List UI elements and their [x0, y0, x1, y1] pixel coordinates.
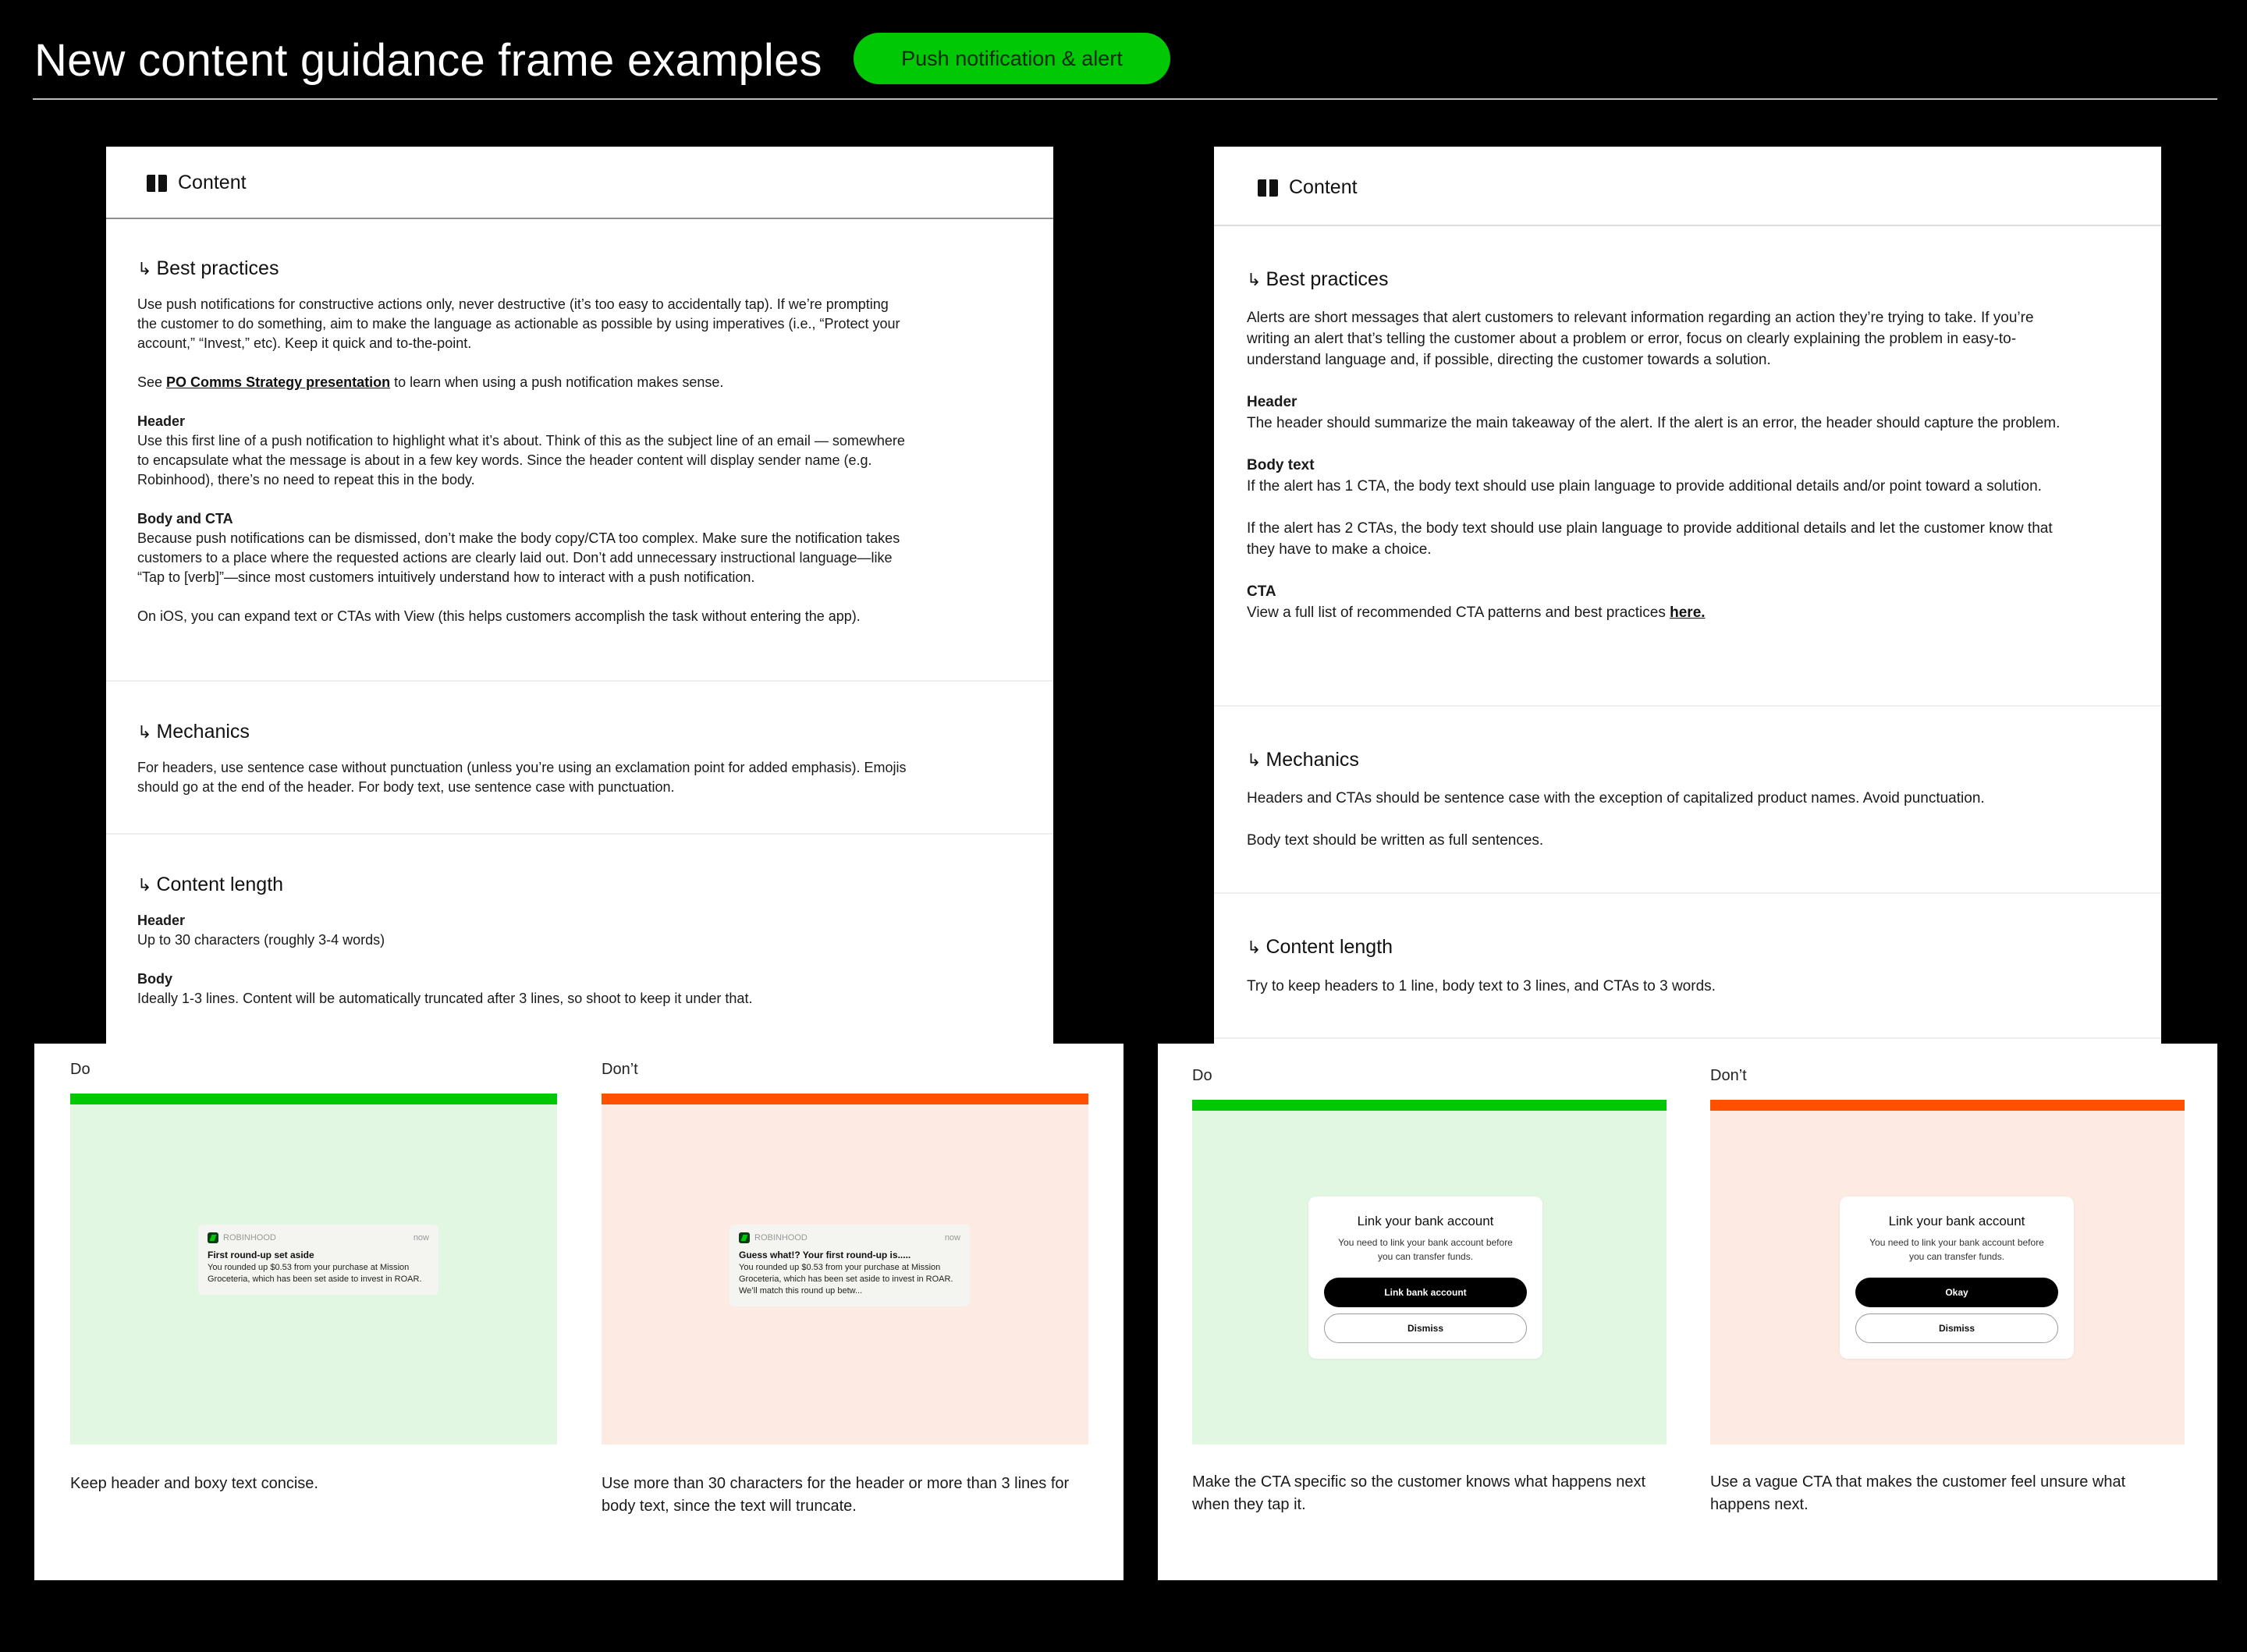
header-text: The header should summarize the main takeaway of the alert. If the alert is an error, the header should capture the problem. — [1247, 415, 2061, 431]
app-name: ROBINHOOD — [754, 1233, 808, 1243]
length-body-label: Body — [137, 971, 172, 987]
mechanics-heading — [137, 721, 250, 743]
body-cta-guidance — [137, 509, 910, 587]
alert-title: Link your bank account — [1357, 1214, 1494, 1228]
do-bar — [1192, 1100, 1667, 1111]
strategy-suffix: to learn when using a push notification makes sense. — [394, 374, 724, 390]
cta-guidance — [1247, 581, 2074, 623]
dont-caption: Use more than 30 characters for the header or more than 3 lines for body text, since the text will truncate. — [602, 1475, 1070, 1515]
best-practices-title: Best practices — [156, 257, 279, 279]
okay-button[interactable]: Okay — [1855, 1278, 2058, 1307]
notification-time: now — [413, 1233, 429, 1243]
cta-label: CTA — [1247, 583, 1276, 600]
body-text-one-cta: If the alert has 1 CTA, the body text should use plain language to provide additional details and/or point toward a solution. — [1247, 478, 2042, 495]
push-content-panel — [106, 147, 1053, 1044]
header-guidance — [137, 412, 910, 490]
section-divider — [1214, 1037, 2161, 1039]
notification-time: now — [944, 1233, 960, 1243]
push-notification[interactable] — [729, 1225, 970, 1306]
header-label: Header — [1247, 394, 1297, 410]
strategy-prefix: See — [137, 374, 163, 390]
alert-title: Link your bank account — [1888, 1214, 2025, 1228]
body-text-two-cta: If the alert has 2 CTAs, the body text should use plain language to provide additional details and let the customer know that they have to make a choice. — [1247, 520, 2053, 558]
length-body-text: Ideally 1-3 lines. Content will be automatically truncated after 3 lines, so shoot to keep it under that. — [137, 991, 753, 1006]
best-practices-intro: Alerts are short messages that alert customers to relevant information regarding an action they’re trying to take. If you’re writing an alert that’s telling the customer about a problem or error, focus on clearly explaining the problem in easy-to-understand language and, if possible, directing the customer towards a solution. — [1247, 310, 2034, 368]
do-caption: Make the CTA specific so the customer knows what happens next when they tap it. — [1192, 1473, 1646, 1513]
robinhood-app-icon — [208, 1232, 218, 1243]
dismiss-button[interactable]: Dismiss — [1855, 1313, 2058, 1343]
body-text-guidance — [1247, 455, 2074, 497]
body-cta-text: Because push notifications can be dismissed, don’t make the body copy/CTA too complex. Make sure the notification takes customers to a place where the requested actions are clearly laid out. Don’t add unnecessary instructional language—like “Tap to [verb]”—since most customers intuitively understand how to interact with a push notification. — [137, 530, 900, 585]
panel-header — [147, 172, 247, 194]
best-practices-body — [137, 295, 910, 646]
panel-header-label: Content — [178, 172, 247, 193]
dont-label: Don’t — [1710, 1067, 1747, 1084]
alert-dialog — [1308, 1196, 1542, 1359]
mechanics-heading — [1247, 749, 1359, 771]
notification-body: You rounded up $0.53 from your purchase at Mission Groceteria, which has been set aside to invest in ROAR. We’ll match this round up betw... — [739, 1263, 953, 1296]
header-guidance — [1247, 392, 2074, 434]
alert-body: You need to link your bank account before you can transfer funds. — [1869, 1237, 2044, 1262]
book-icon — [1258, 179, 1278, 197]
content-length-text: Try to keep headers to 1 line, body text to 3 lines, and CTAs to 3 words. — [1247, 978, 1716, 994]
do-bar — [70, 1094, 557, 1104]
ios-note: On iOS, you can expand text or CTAs with View (this helps customers accomplish the task without entering the app). — [137, 608, 861, 624]
alert-body: You need to link your bank account before you can transfer funds. — [1338, 1237, 1513, 1262]
header-text: Use this first line of a push notification to highlight what it’s about. Think of this as the subject line of an email — somewhere to encapsulate what the message is about in a few key words. Since the header content will display sender name (e.g. Robinhood), there’s no need to repeat this in the body. — [137, 433, 905, 487]
notification-top — [739, 1232, 960, 1243]
app-name: ROBINHOOD — [223, 1233, 276, 1243]
strategy-line — [137, 373, 910, 392]
section-divider — [1214, 892, 2161, 894]
arrow-icon: ↳ — [1247, 750, 1262, 770]
do-frame — [1192, 1111, 1667, 1445]
body-text-label: Body text — [1247, 457, 1315, 473]
dont-bar — [1710, 1100, 2185, 1111]
strategy-link[interactable]: PO Comms Strategy presentation — [166, 374, 391, 390]
arrow-icon: ↳ — [137, 258, 152, 278]
content-length-title: Content length — [1265, 936, 1393, 958]
content-length-heading — [137, 874, 283, 896]
dont-bar — [602, 1094, 1088, 1104]
category-pill[interactable]: Push notification & alert — [854, 33, 1170, 84]
best-practices-intro: Use push notifications for constructive actions only, never destructive (it’s too easy to accidentally tap). If we’re prompting the customer to do something, aim to make the language as actionable as possible by using imperatives (i.e., “Protect your account,” “Invest,” etc). Keep it quick and to-the-point. — [137, 296, 900, 351]
mechanics-body — [1247, 788, 2089, 870]
arrow-icon: ↳ — [137, 721, 152, 742]
alert-dialog — [1840, 1196, 2074, 1359]
length-header — [137, 911, 910, 950]
arrow-icon: ↳ — [137, 874, 152, 895]
alert-examples-card — [1158, 1044, 2217, 1580]
notification-title: First round-up set aside — [208, 1250, 314, 1260]
content-length-title: Content length — [156, 874, 284, 895]
mechanics-text-2: Body text should be written as full sentences. — [1247, 832, 1544, 849]
panel-header-divider — [1214, 225, 2161, 226]
mechanics-title: Mechanics — [1265, 749, 1359, 771]
length-body — [137, 970, 910, 1009]
panel-header — [1258, 176, 1358, 199]
mechanics-text: For headers, use sentence case without punctuation (unless you’re using an exclamation point for added emphasis). Emojis should go at the end of the header. For body text, use sentence case with punctuation. — [137, 760, 907, 795]
link-bank-account-button[interactable]: Link bank account — [1324, 1278, 1527, 1307]
best-practices-body — [1247, 307, 2074, 643]
do-frame — [70, 1104, 557, 1445]
length-header-text: Up to 30 characters (roughly 3-4 words) — [137, 932, 385, 948]
dont-label: Don’t — [602, 1061, 638, 1078]
section-divider — [106, 680, 1053, 682]
best-practices-heading — [1247, 268, 1388, 291]
do-label: Do — [70, 1061, 91, 1078]
arrow-icon: ↳ — [1247, 269, 1262, 289]
panel-header-label: Content — [1289, 176, 1358, 198]
robinhood-app-icon — [739, 1232, 750, 1243]
section-divider — [1214, 705, 2161, 707]
dont-caption: Use a vague CTA that makes the customer feel unsure what happens next. — [1710, 1473, 2126, 1513]
title-divider — [33, 98, 2217, 100]
mechanics-text-1: Headers and CTAs should be sentence case with the exception of capitalized product names. Avoid punctuation. — [1247, 790, 1985, 807]
notification-top — [208, 1232, 429, 1243]
content-length-heading — [1247, 936, 1393, 959]
do-label: Do — [1192, 1067, 1212, 1084]
page-title: New content guidance frame examples — [34, 35, 822, 86]
push-notification[interactable] — [198, 1225, 438, 1295]
cta-patterns-link[interactable]: here. — [1670, 604, 1706, 621]
arrow-icon: ↳ — [1247, 937, 1262, 957]
do-caption: Keep header and boxy text concise. — [70, 1475, 318, 1492]
dont-frame — [1710, 1111, 2185, 1445]
dont-frame — [602, 1104, 1088, 1445]
book-icon — [147, 175, 167, 192]
notification-title: Guess what!? Your first round-up is..... — [739, 1250, 911, 1260]
length-header-label: Header — [137, 913, 186, 928]
body-cta-label: Body and CTA — [137, 511, 233, 526]
alert-content-panel — [1214, 147, 2161, 1044]
dismiss-button[interactable]: Dismiss — [1324, 1313, 1527, 1343]
content-length-body — [137, 911, 910, 1028]
mechanics-title: Mechanics — [156, 721, 250, 743]
section-divider — [106, 833, 1053, 835]
header-label: Header — [137, 413, 186, 429]
push-examples-card — [34, 1044, 1124, 1580]
best-practices-heading — [137, 257, 279, 280]
notification-body: You rounded up $0.53 from your purchase at Mission Groceteria, which has been set aside to invest in ROAR. — [208, 1263, 422, 1284]
cta-text: View a full list of recommended CTA patterns and best practices — [1247, 604, 1666, 621]
best-practices-title: Best practices — [1265, 268, 1389, 290]
panel-header-divider — [106, 218, 1053, 219]
